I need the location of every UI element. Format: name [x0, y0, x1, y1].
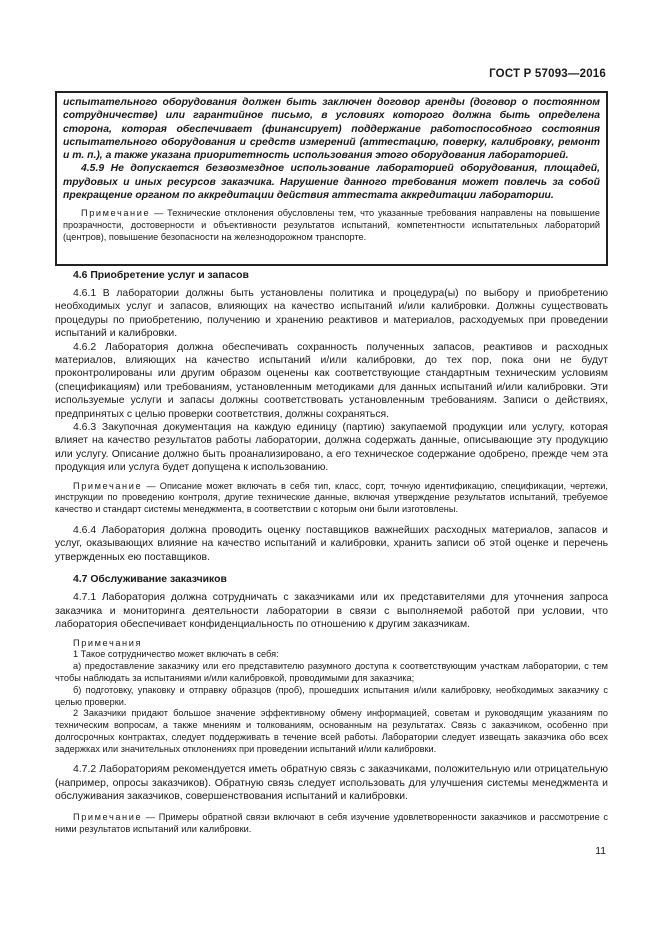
section-4-7-heading: 4.7 Обслуживание заказчиков — [73, 574, 227, 586]
box-note-label: Примечание — [81, 208, 151, 219]
main-content — [55, 270, 608, 835]
note-4-7-2-text: — Примеры обратной связи включают в себя изучение удовлетворенности заказчиков и рассмотрение с ними результатов испытаний или калибровки. — [55, 811, 608, 834]
note-1-a: а) предоставление заказчику или его представителю разумного доступа к соответствующим участкам лаборатории, с тем чтобы наблюдать за испытаниями и/или калибровкой, проводимыми для заказчика; — [55, 661, 608, 683]
note-4-6-3 — [55, 481, 608, 516]
paragraph-4-7-2: 4.7.2 Лабораториям рекомендуется иметь обратную связь с заказчиками, положительную или отрицательную (например, опросы заказчиков). Обратную связь следует использовать для улучшения системы менеджмента и обслуживания заказчиков, совершенствования испытаний и калибровки. — [55, 764, 608, 803]
section-4-6-heading: 4.6 Приобретение услуг и запасов — [73, 270, 249, 281]
notes-label: Примечания — [73, 637, 143, 648]
box-note — [63, 208, 600, 243]
note-1: 1 Такое сотрудничество может включать в себя: — [73, 649, 279, 660]
paragraph-4-6-2: 4.6.2 Лаборатория должна обеспечивать сохранность полученных запасов, реактивов и расходных материалов, влияющих на качество испытаний и/или калибровки, до тех пор, пока они не будут проконтролированы или другим образом оценены как соответствующие стандартным техническим условиям (спецификациям) или требованиям, установленным методиками для данных испытаний и/или калибровки. Эти используемые услуги и запасы должны соответствовать установленным требованиям. Записи о действиях, предпринятых с целью проверки соответствия, должны сохраняться. — [55, 341, 608, 420]
paragraph-4-7-1: 4.7.1 Лаборатория должна сотрудничать с заказчиками или их представителями для уточнения запроса заказчика и мониторинга деятельности лаборатории в связи с выполняемой работой при условии, что лаборатория обеспечивает конфиденциальность по отношению к другим заказчикам. — [55, 592, 608, 631]
paragraph-4-6-3: 4.6.3 Закупочная документация на каждую единицу (партию) закупаемой продукции или услугу, которая влияет на качество результатов работы лаборатории, должна содержать данные, описывающие эту продукцию или услугу. Описание должно быть проанализировано, а его техническое содержание одобрено, прежде чем эта продукция или услуга будет допущена к использованию. — [55, 422, 608, 474]
note-4-6-3-text: — Описание может включать в себя тип, класс, сорт, точную идентификацию, спецификации, чертежи, инструкции по проведению контроля, другие технические данные, включая утверждение результатов испытаний, требуемое качество и стандарт системы менеджмента, в соответствии с которым они были изготовлены. — [55, 480, 608, 515]
paragraph-4-6-4: 4.6.4 Лаборатория должна проводить оценку поставщиков важнейших расходных материалов, запасов и услуг, оказывающих влияние на качество испытаний и калибровки, хранить записи об этой оценке и перечень утвержденных ею поставщиков. — [55, 525, 608, 563]
note-1-b: б) подготовку, упаковку и отправку образцов (проб), прошедших испытания и/или калибровку, необходимых заказчику с целью проверки. — [55, 684, 608, 707]
note-4-6-3-label: Примечание — [73, 480, 143, 491]
paragraph-4-6-1: 4.6.1 В лаборатории должны быть установлены политика и процедура(ы) по выбору и приобретению необходимых услуг и запасов, влияющих на качество испытаний и/или калибровки. Должны существовать процедуры по приобретению, получению и хранению реактивов и материалов, расходуемых при проведении испытаний и калибровки. — [55, 288, 608, 340]
document-id: ГОСТ Р 57093—2016 — [489, 68, 606, 80]
box-paragraph-equipment: испытательного оборудования должен быть заключен договор аренды (договор о постоянном сотрудничестве) или гарантийное письмо, в условиях которого должна быть определена сторона, которая обеспечивает (финансирует) поддержание работоспособного состояния испытательного оборудования и средств измерений (аттестацию, поверку, калибровку, ремонт и т. п.), а также указана приоритетность использования этого оборудования лабораторией. — [63, 97, 600, 162]
note-4-7-2 — [55, 812, 608, 836]
note-4-7-2-label: Примечание — [73, 811, 143, 822]
note-2: 2 Заказчики придают большое значение эффективному обмену информацией, советам и руководящим указаниям по техническим вопросам, а также мнениям и толкованиям, основанным на результатах. Связь с заказчиком, особенно при долгосрочных контрактах, следует поддерживать в течение всей работы. Лаборатории следует извещать заказчика обо всех задержках или значительных отклонениях при проведении испытаний и/или калибровки. — [55, 708, 608, 754]
box-note-text: — Технические отклонения обусловлены тем, что указанные требования направлены на повышение прозрачности, достоверности и объективности результатов испытаний, компетентности испытательных лабораторий (центров), повышение безопасности на железнодорожном транспорте. — [63, 208, 600, 242]
boxed-deviation-block — [55, 91, 608, 266]
box-paragraph-4-5-9: 4.5.9 Не допускается безвозмездное использование лабораторией оборудования, площадей, трудовых и иных ресурсов заказчика. Нарушение данного требования может повлечь за собой прекращение органом по аккредитации действия аттестата аккредитации лаборатории. — [63, 163, 600, 202]
page-number: 11 — [595, 846, 606, 857]
